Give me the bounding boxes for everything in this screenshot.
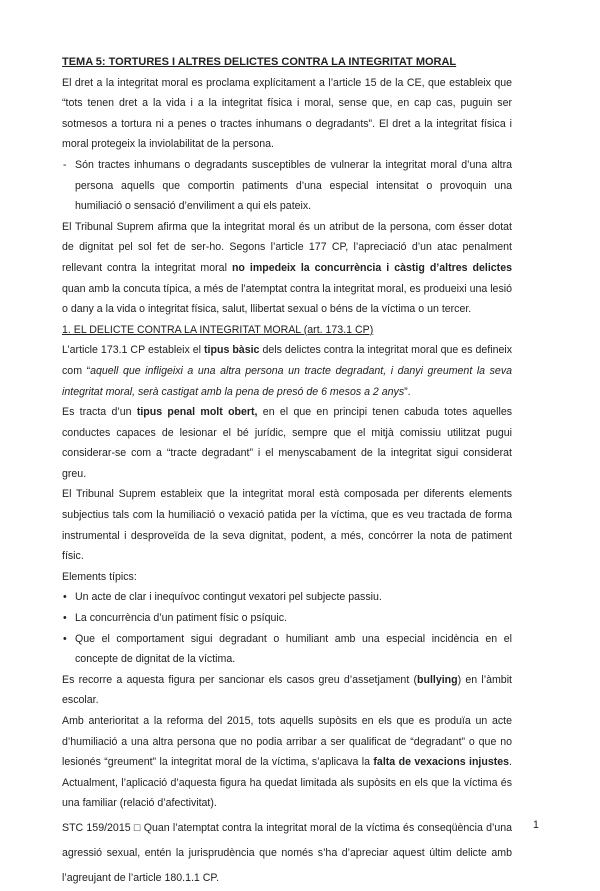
page-number: 1 [533, 819, 539, 831]
text-run: 1. EL DELICTE CONTRA LA INTEGRITAT MORAL (art. 173.1 CP) [62, 323, 374, 336]
text-run: Es recorre a aquesta figura per sancionar els casos greu d’assetjament ( [62, 673, 418, 686]
bullet-list-item [62, 629, 512, 670]
text-run: Amb anterioritat a la reforma del 2015, tots aquells supòsits en els que es produïa un acte d’humiliació a una altra persona que no podia arribar a ser qualificat de “degradant” o que no lesionés “greument” la integritat moral de la víctima, s’aplicava la [62, 715, 512, 769]
bold-text: falta de vexacions injustes [373, 756, 510, 769]
paragraph [62, 217, 512, 320]
text-run: Que el comportament sigui degradant o humiliant amb una especial incidència en el concepte de dignitat de la víctima. [75, 632, 512, 666]
paragraph [62, 670, 512, 711]
text-run: La concurrència d’un patiment físic o psíquic. [75, 612, 287, 625]
text-run: STC 159/2015 □ Quan l’atemptat contra la integritat moral de la víctima és conseqüència d’una agressió sexual, entén la jurisprudència que només s’ha d’apreciar aquest últim delicte amb l’agreujant de l’article 180.1.1 CP. [62, 821, 512, 884]
text-run: Es tracta d’un [62, 406, 137, 419]
text-run: . Actualment, l’aplicació d’aquesta figura ha quedat limitada als supòsits en els que la víctima és una familiar (relació d’afectivitat). [62, 756, 512, 810]
document-body [62, 52, 512, 891]
italic-quote: aquell que infligeixi a una altra persona un tracte degradant, i danyi greument la seva integritat moral, serà castigat amb la pena de presó de 6 mesos a 2 anys [62, 364, 513, 398]
text-run: L’article 173.1 CP estableix el [62, 344, 205, 357]
text-run: ) en l’àmbit escolar. [62, 673, 512, 707]
bold-text: tipus penal molt obert, [136, 406, 258, 419]
bold-text: no impedeix la concurrència i càstig d’altres delictes [231, 261, 512, 274]
text-run: dels delictes contra la integritat moral que es defineix com “ [62, 344, 513, 377]
section-heading [62, 320, 512, 341]
text-run: en el que en principi tenen cabuda totes aquelles conductes capaces de lesionar el bé jurídic, sempre que el mitjà comissiu utilitzat pugui considerar-se com a “tracte degradant” i el menyscabament de la integritat sigui considerat greu. [62, 406, 513, 480]
text-run: El dret a la integritat moral es proclama explícitament a l’article 15 de la CE, que estableix que “tots tenen dret a la vida i a la integritat física i moral, sense que, en cap cas, puguin ser sotmesos a tortura ni a penes o tractes inhumans o degradants”. El dret a la integritat física i moral protegeix la inviolabilitat de la persona. [62, 76, 512, 151]
paragraph [62, 711, 512, 814]
text-run: El Tribunal Suprem afirma que la integritat moral és un atribut de la persona, com ésser dotat de dignitat pel sol fet de ser-ho. Segons l’article 177 CP, l’apreciació d’un atac penalment rellevant contra la integritat moral [62, 220, 512, 274]
paragraph [62, 73, 512, 155]
document-title [62, 52, 512, 73]
bullet-list-item [62, 587, 512, 608]
text-run: Són tractes inhumans o degradants susceptibles de vulnerar la integritat moral d’una altra persona aquells que comportin patiments d’una especial intensitat o provoquin una humiliació o sensació d’enviliment a qui els pateix. [75, 158, 512, 213]
paragraph [62, 340, 512, 402]
label-text [62, 567, 512, 588]
text-run: ”. [404, 385, 411, 398]
text-run: quan amb la concuta típica, a més de l’atemptat contra la integritat moral, es produeixi una lesió o dany a la vida o integritat física, salut, llibertat sexual o béns de la víctima o un tercer. [62, 282, 512, 316]
text-run: Elements típics: [62, 570, 137, 583]
dash-list-item [62, 155, 512, 217]
paragraph [62, 484, 512, 566]
text-run: El Tribunal Suprem estableix que la integritat moral està composada per diferents elements subjectius tals com la humiliació o vexació patida per la víctima, que es veu tractada de forma instrumental i desproveïda de la seva dignitat, podent, a més, concórrer la nota de patiment físic. [62, 488, 512, 563]
bullet-list-item [62, 608, 512, 629]
text-run: Un acte de clar i inequívoc contingut vexatori pel subjecte passiu. [75, 591, 382, 604]
bold-text: tipus bàsic [204, 344, 260, 357]
text-run: TEMA 5: TORTURES I ALTRES DELICTES CONTRA LA INTEGRITAT MORAL [62, 56, 457, 68]
bold-text: bullying [417, 673, 458, 686]
paragraph [62, 402, 512, 484]
case-reference-paragraph [62, 816, 512, 891]
